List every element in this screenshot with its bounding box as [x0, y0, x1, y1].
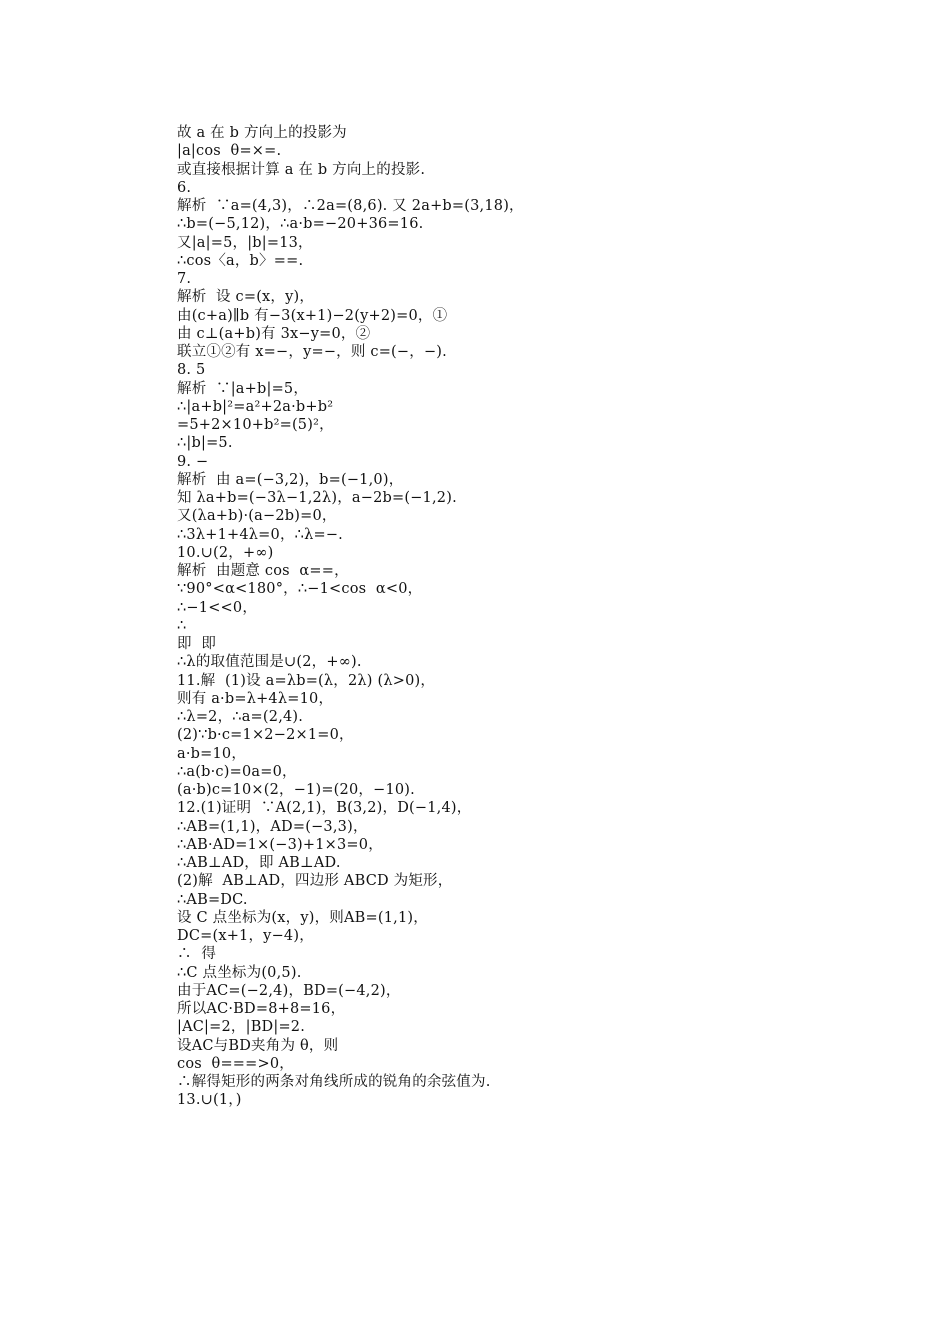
text-line: 设AC与BD夹角为 θ，则 — [177, 1037, 339, 1054]
text-line: |AC|=2，|BD|=2. — [177, 1019, 306, 1036]
text-line: 又|a|=5，|b|=13， — [177, 234, 313, 251]
text-line: 解析 设 c=(x，y)， — [177, 289, 315, 306]
text-line: ∴3λ+1+4λ=0，∴λ=−. — [177, 526, 343, 543]
text-line: ∴ 得 — [177, 946, 217, 963]
text-line: 即 即 — [177, 636, 217, 652]
text-line: 8. 5 — [177, 362, 206, 379]
text-line: =5+2×10+b²=(5)²， — [177, 417, 334, 433]
text-line: ∴ — [177, 617, 187, 634]
text-line: 解析 由题意 cos α==， — [177, 563, 349, 579]
text-line: 或直接根据计算 a 在 b 方向上的投影. — [177, 161, 426, 178]
text-line: 又(λa+b)·(a−2b)=0， — [177, 508, 337, 525]
text-line: 则有 a·b=λ+4λ=10， — [177, 690, 334, 707]
text-line: ∴AB=(1,1)，AD=(−3,3)， — [177, 818, 368, 835]
text-line: 7. — [177, 271, 192, 287]
text-line: ∴|a+b|²=a²+2a·b+b² — [177, 398, 334, 415]
text-line: (2)∵b·c=1×2−2×1=0， — [177, 727, 354, 744]
text-line: ∴AB·AD=1×(−3)+1×3=0， — [177, 836, 383, 853]
text-line: ∵90°<α<180°，∴−1<cos α<0， — [177, 581, 423, 598]
text-line: ∴AB⊥AD，即 AB⊥AD. — [177, 855, 341, 871]
text-line: 11.解 (1)设 a=λb=(λ，2λ) (λ>0)， — [177, 672, 436, 689]
text-line: a·b=10， — [177, 745, 247, 762]
text-line: ∴b=(−5,12)，∴a·b=−20+36=16. — [177, 216, 424, 233]
text-line: ∴λ的取值范围是∪(2，+∞). — [177, 654, 362, 671]
text-line: ∴|b|=5. — [177, 435, 233, 452]
text-line: ∴λ=2，∴a=(2,4). — [177, 709, 304, 725]
text-line: ∴C 点坐标为(0,5). — [177, 964, 302, 981]
text-line: 13.∪(1，) — [177, 1092, 242, 1109]
text-line: DC=(x+1，y−4)， — [177, 928, 314, 944]
text-line: (2)解 AB⊥AD，四边形 ABCD 为矩形， — [177, 873, 453, 890]
text-line: 6. — [177, 179, 192, 196]
text-line: 解析 ∵a=(4,3)，∴2a=(8,6). 又 2a+b=(3,18)， — [177, 198, 524, 214]
text-line: ∴−1<<0， — [177, 599, 258, 616]
text-line: cos θ===>0， — [177, 1055, 294, 1072]
text-line: 设 C 点坐标为(x，y)，则AB=(1,1)， — [177, 909, 428, 926]
text-line: ∴a(b·c)=0a=0， — [177, 763, 297, 780]
text-line: ∴cos〈a，b〉==. — [177, 252, 304, 269]
text-line: 由 c⊥(a+b)有 3x−y=0，② — [177, 325, 371, 342]
text-line: 联立①②有 x=−，y=−，则 c=(−，−). — [177, 344, 447, 360]
text-line: 12.(1)证明 ∵A(2,1)，B(3,2)，D(−1,4)， — [177, 800, 472, 817]
text-line: 由于AC=(−2,4)，BD=(−4,2)， — [177, 982, 401, 999]
text-line: ∴解得矩形的两条对角线所成的锐角的余弦值为. — [177, 1074, 491, 1090]
text-line: |a|cos θ=×=. — [177, 143, 282, 160]
text-line: 10.∪(2，+∞) — [177, 544, 274, 561]
text-line: 9. − — [177, 453, 209, 470]
text-line: (a·b)c=10×(2，−1)=(20，−10). — [177, 782, 415, 798]
text-line: 解析 ∵|a+b|=5， — [177, 380, 309, 397]
text-line: ∴AB=DC. — [177, 891, 248, 908]
text-line: 解析 由 a=(−3,2)，b=(−1,0)， — [177, 471, 404, 488]
text-line: 故 a 在 b 方向上的投影为 — [177, 125, 347, 141]
text-line: 由(c+a)∥b 有−3(x+1)−2(y+2)=0，① — [177, 307, 448, 324]
solution-text — [177, 124, 877, 1110]
text-line: 所以AC·BD=8+8=16， — [177, 1001, 346, 1017]
text-line: 知 λa+b=(−3λ−1,2λ)，a−2b=(−1,2). — [177, 490, 457, 506]
